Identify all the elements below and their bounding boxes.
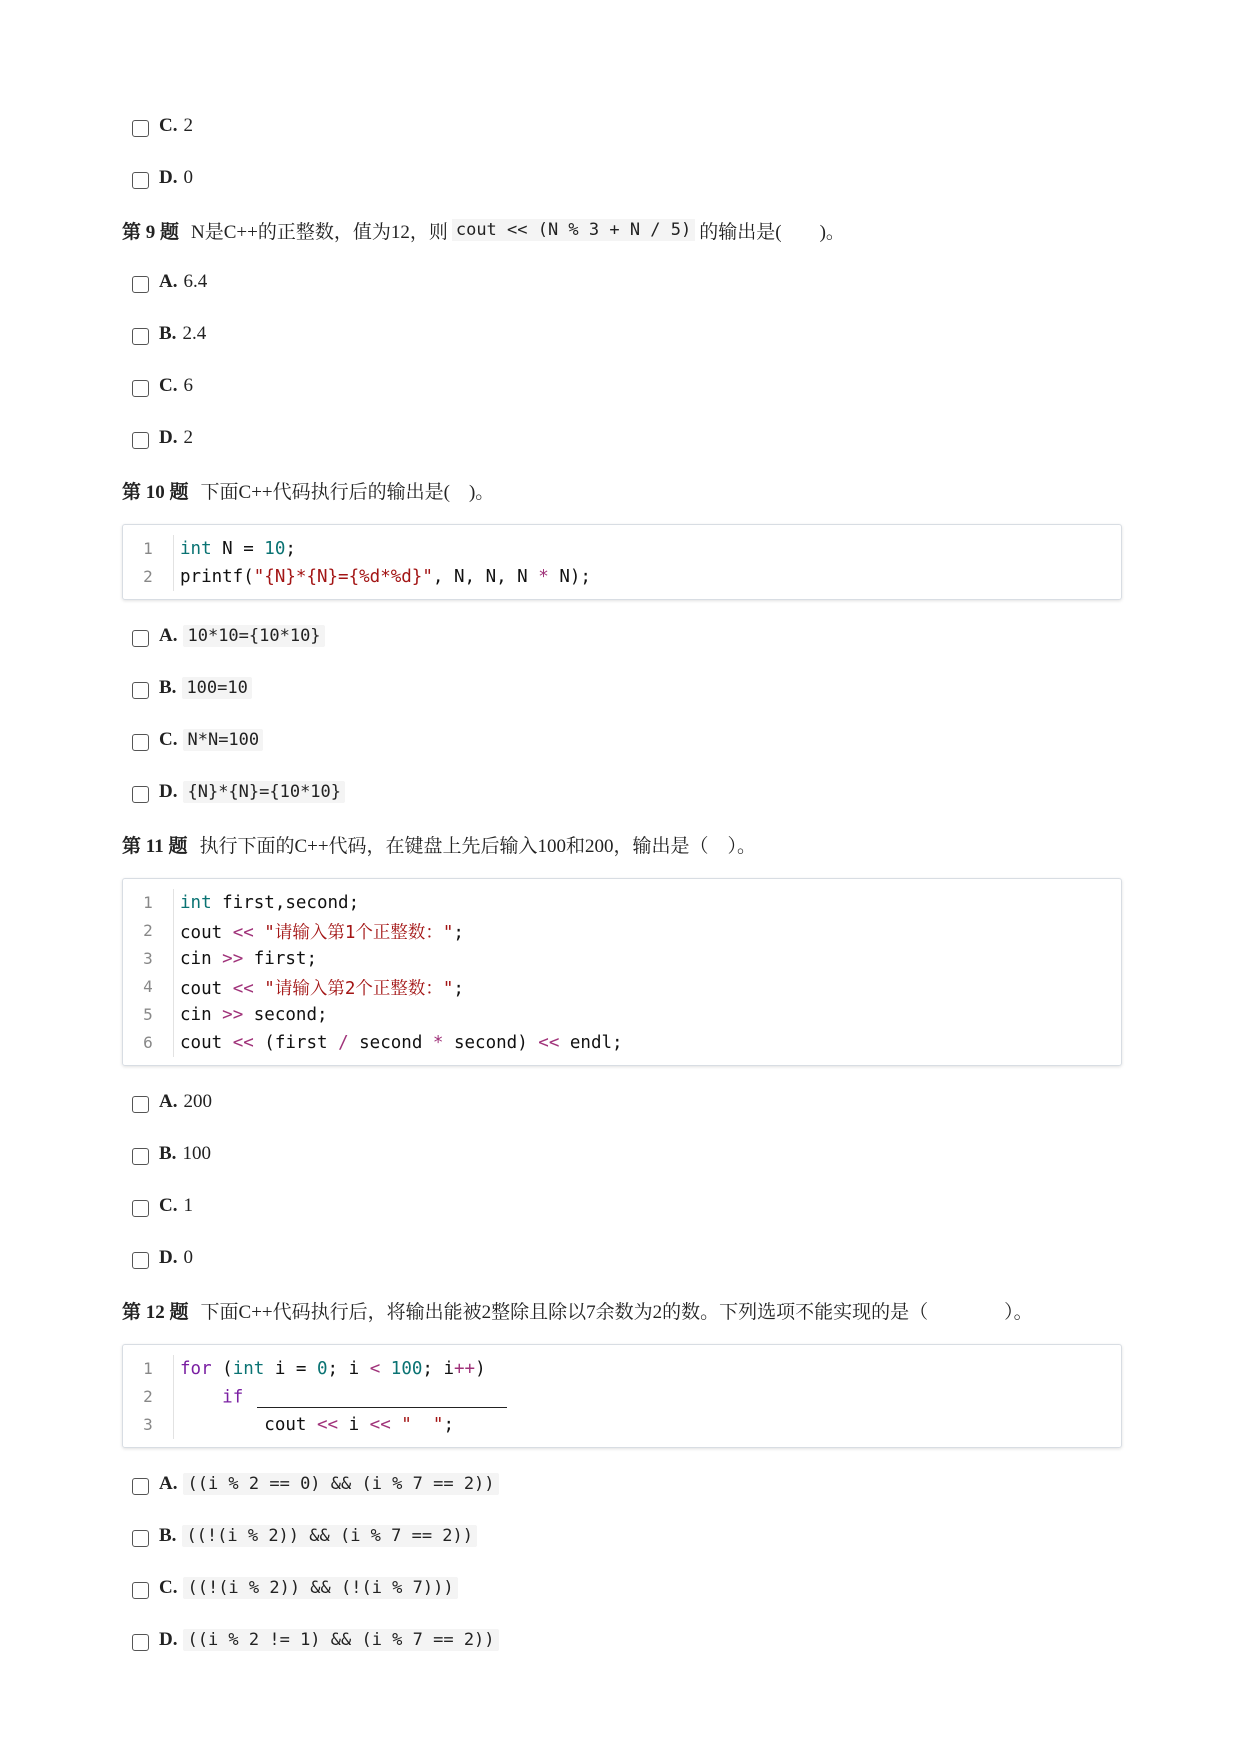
question-text: 下面C++代码执行后，将输出能被2整除且除以7余数为2的数。下列选项不能实现的是（ ）。 [200,1301,1033,1323]
q9-option-c[interactable] [122,360,1122,412]
fill-in-blank [257,1387,507,1408]
question-10 [122,464,1122,516]
checkbox[interactable] [132,1478,149,1495]
code-block [122,1344,1122,1448]
code-block [122,524,1122,600]
question-12 [122,1284,1122,1336]
question-number: 第 12 题 [122,1301,189,1323]
line-number: 1 [123,889,174,917]
q11-option-a[interactable] [122,1076,1122,1128]
option-text: 2 [183,115,193,136]
checkbox[interactable] [132,1200,149,1217]
code-line [123,1029,1121,1057]
q12-option-a[interactable] [122,1458,1122,1510]
code-text: cout << i << " "; [264,1415,454,1435]
question-text: 下面C++代码执行后的输出是( )。 [200,481,495,503]
line-number: 6 [123,1029,174,1057]
question-number: 第 11 题 [122,835,188,857]
code-text: cout << "请输入第1个正整数："; [180,922,464,943]
q9-option-a[interactable] [122,256,1122,308]
code-text: for (int i = 0; i < 100; i++) [180,1359,486,1379]
checkbox[interactable] [132,1148,149,1165]
option-key: C. [159,1195,178,1216]
checkbox[interactable] [132,380,149,397]
question-text: 执行下面的C++代码，在键盘上先后输入100和200，输出是（ ）。 [199,835,757,857]
checkbox[interactable] [132,682,149,699]
checkbox[interactable] [132,630,149,647]
option-key: D. [159,1247,178,1268]
question-number: 第 10 题 [122,481,189,503]
q12-option-d[interactable] [122,1614,1122,1666]
option-key: C. [159,375,178,396]
line-number: 3 [123,945,174,973]
option-code: N*N=100 [183,729,263,751]
option-text: 200 [183,1091,212,1112]
checkbox[interactable] [132,786,149,803]
line-number: 5 [123,1001,174,1029]
option-text: 2 [183,427,193,448]
code-line [123,563,1121,591]
option-key: C. [159,1577,178,1598]
code-text: int N = 10; [180,539,296,559]
question-11 [122,818,1122,870]
q10-option-d[interactable] [122,766,1122,818]
option-key: B. [159,323,177,344]
q11-option-c[interactable] [122,1180,1122,1232]
code-text: if [174,1387,507,1408]
option-key: C. [159,115,178,136]
code-line [123,535,1121,563]
option-text: 6 [183,375,193,396]
q11-option-d[interactable] [122,1232,1122,1284]
question-9 [122,204,1122,256]
option-key: B. [159,1525,177,1546]
code-text: cin >> second; [180,1005,328,1025]
q9-option-b[interactable] [122,308,1122,360]
option-key: D. [159,427,178,448]
code-line [123,945,1121,973]
option-key: D. [159,781,178,802]
option-key: A. [159,625,178,646]
code-line [123,973,1121,1001]
code-text: cin >> first; [180,949,317,969]
code-block [122,878,1122,1066]
option-code: ((!(i % 2)) && (!(i % 7))) [183,1577,457,1599]
option-code: 100=10 [182,677,251,699]
checkbox[interactable] [132,432,149,449]
option-text: 1 [183,1195,193,1216]
option-key: A. [159,1091,178,1112]
checkbox[interactable] [132,1530,149,1547]
option-text: 0 [183,1247,193,1268]
option-code: 10*10={10*10} [183,625,324,647]
code-line [123,1001,1121,1029]
line-number: 2 [123,1383,174,1411]
q10-option-b[interactable] [122,662,1122,714]
q11-option-b[interactable] [122,1128,1122,1180]
code-text: cout << "请输入第2个正整数："; [180,978,464,999]
question-number: 第 9 题 [122,221,180,243]
option-text: 2.4 [182,323,207,344]
code-text: cout << (first / second * second) << endl; [180,1033,623,1053]
checkbox[interactable] [132,1096,149,1113]
q12-option-c[interactable] [122,1562,1122,1614]
q8-option-d[interactable] [122,152,1122,204]
line-number: 2 [123,563,174,591]
question-page [122,100,1122,1666]
code-line [123,1411,1121,1439]
checkbox[interactable] [132,1582,149,1599]
q8-option-c[interactable] [122,100,1122,152]
option-text: 100 [182,1143,211,1164]
code-text: int first,second; [180,893,360,913]
option-code: ((i % 2 != 1) && (i % 7 == 2)) [183,1629,498,1651]
inline-code: cout << (N % 3 + N / 5) [452,219,695,241]
checkbox[interactable] [132,328,149,345]
option-code: ((!(i % 2)) && (i % 7 == 2)) [182,1525,477,1547]
checkbox[interactable] [132,1634,149,1651]
option-key: D. [159,167,178,188]
checkbox[interactable] [132,120,149,137]
option-code: ((i % 2 == 0) && (i % 7 == 2)) [183,1473,498,1495]
option-key: A. [159,1473,178,1494]
option-key: A. [159,271,178,292]
code-line [123,1383,1121,1411]
option-key: B. [159,677,177,698]
code-line [123,1355,1121,1383]
checkbox[interactable] [132,276,149,293]
option-code: {N}*{N}={10*10} [183,781,345,803]
option-key: D. [159,1629,178,1650]
line-number: 1 [123,1355,174,1383]
code-text: printf("{N}*{N}={%d*%d}", N, N, N * N); [180,567,591,587]
q10-option-a[interactable] [122,610,1122,662]
code-line [123,889,1121,917]
question-text-end: 的输出是( )。 [699,221,845,243]
option-key: C. [159,729,178,750]
code-line [123,917,1121,945]
line-number: 1 [123,535,174,563]
checkbox[interactable] [132,1252,149,1269]
checkbox[interactable] [132,734,149,751]
q10-option-c[interactable] [122,714,1122,766]
line-number: 2 [123,917,174,945]
line-number: 3 [123,1411,174,1439]
option-key: B. [159,1143,177,1164]
q12-option-b[interactable] [122,1510,1122,1562]
option-text: 0 [183,167,193,188]
q9-option-d[interactable] [122,412,1122,464]
question-text: N是C++的正整数，值为12，则 [191,221,448,243]
line-number: 4 [123,973,174,1001]
option-text: 6.4 [183,271,208,292]
checkbox[interactable] [132,172,149,189]
